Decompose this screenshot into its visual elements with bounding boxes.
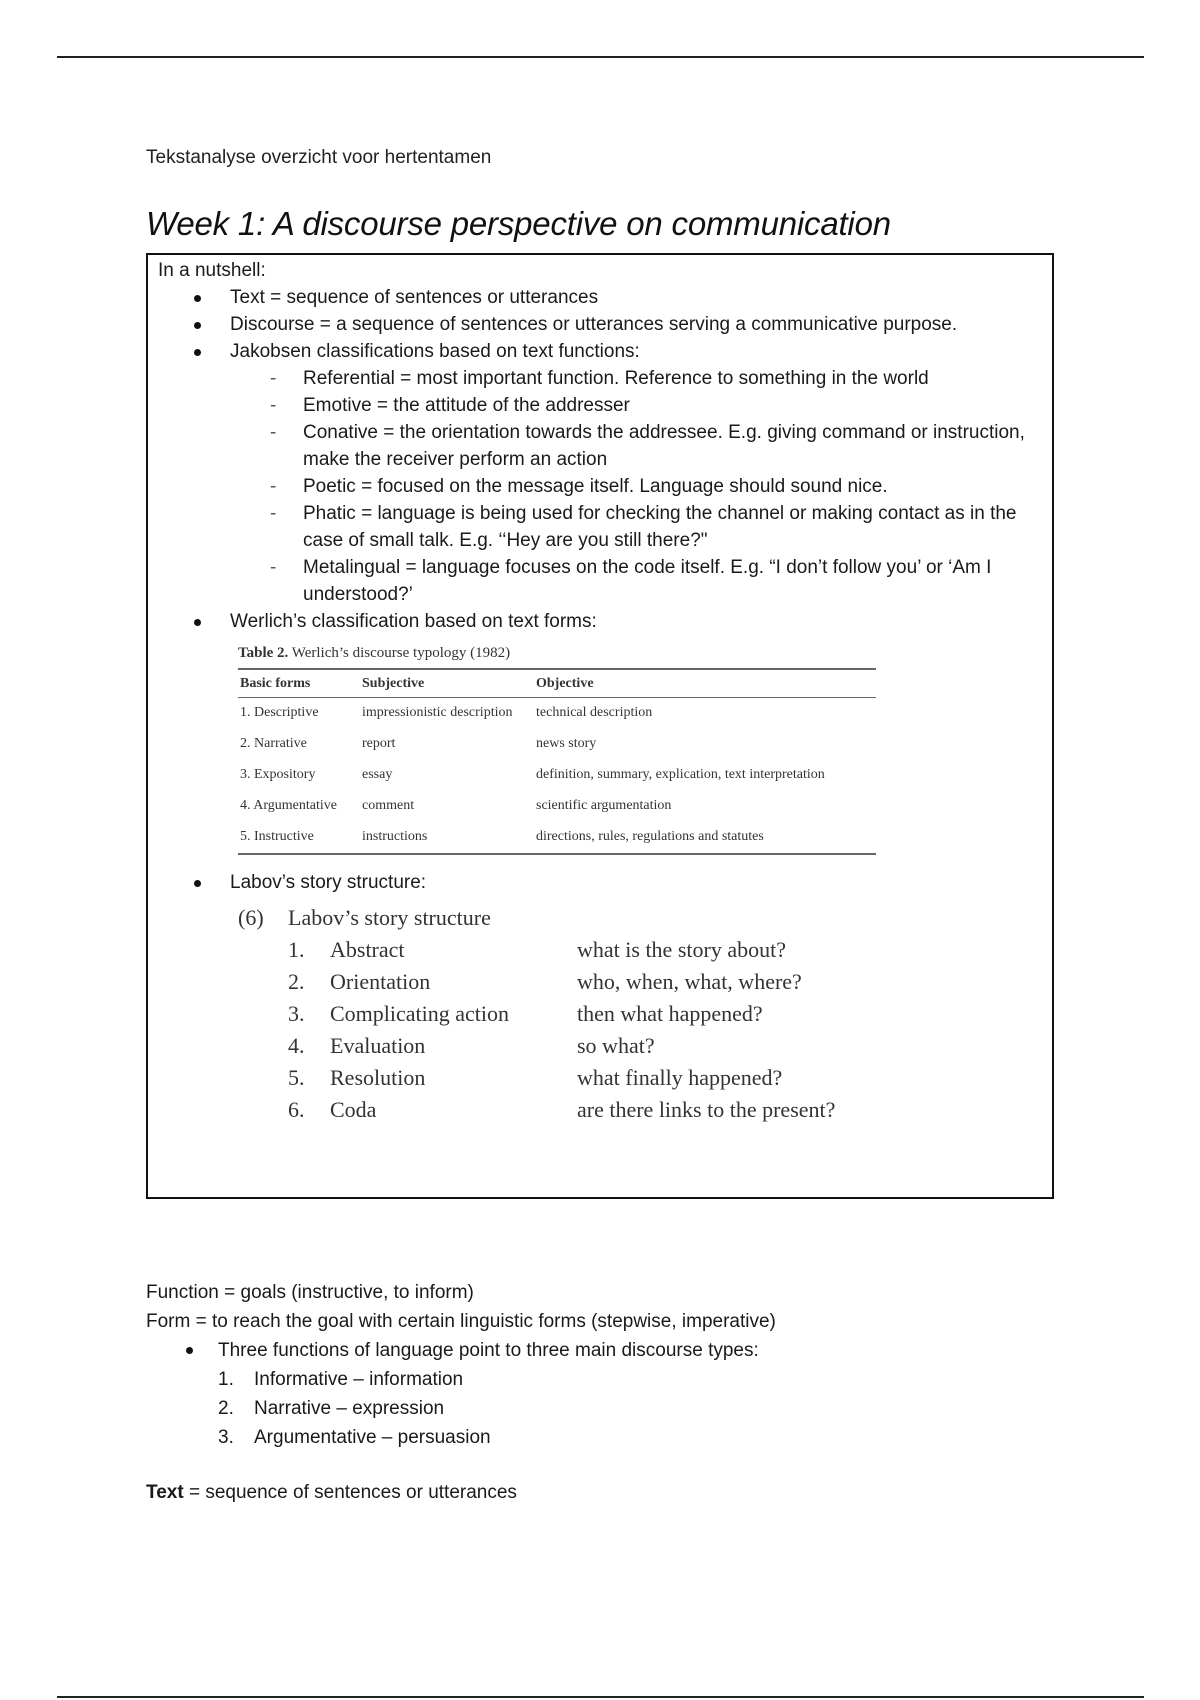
labov-row: 4. Evaluation so what? (288, 1033, 655, 1058)
labov-figure-title: (6) Labov’s story structure (238, 905, 491, 930)
labov-row: 3. Complicating action then what happened? (288, 1001, 763, 1026)
table-row: 4. Argumentative comment scientific argumentation (240, 798, 672, 813)
list-item: - Conative = the orientation towards the addressee. E.g. giving command or instruction, make the receiver perform an action (270, 422, 1025, 470)
text-definition: Text = sequence of sentences or utterances (146, 1482, 517, 1503)
list-item: Discourse = a sequence of sentences or utterances serving a communicative purpose. (158, 311, 1042, 338)
bullet-icon (194, 349, 201, 356)
function-line: Function = goals (instructive, to inform) (146, 1282, 474, 1303)
table-caption: Table 2. Werlich’s discourse typology (1982) (238, 645, 511, 661)
week-heading: Week 1: A discourse perspective on communication (146, 205, 891, 242)
werlich-table-figure (238, 645, 876, 855)
list-item: 3. Argumentative – persuasion (218, 1427, 491, 1448)
labov-row: 5. Resolution what finally happened? (288, 1065, 783, 1090)
table-row: 1. Descriptive impressionistic description technical description (240, 705, 653, 720)
list-item: - Metalingual = language focuses on the code itself. E.g. “I don’t follow you’ or ‘Am I understood?’ (270, 557, 992, 605)
document-title: Tekstanalyse overzicht voor hertentamen (146, 147, 492, 168)
list-item: Werlich’s classification based on text forms: (158, 608, 1042, 635)
bullet-icon (186, 1347, 193, 1354)
nutshell-bullets (158, 284, 1042, 365)
list-item: - Emotive = the attitude of the addresser (270, 395, 630, 416)
bullet-icon (194, 322, 201, 329)
table-row: 5. Instructive instructions directions, rules, regulations and statutes (238, 822, 876, 854)
table-row: 2. Narrative report news story (240, 736, 597, 751)
column-header: Objective (534, 669, 876, 698)
bottom-rule (57, 1696, 1144, 1698)
top-rule (57, 56, 1144, 58)
labov-row: 1. Abstract what is the story about? (288, 937, 786, 962)
labov-row: 6. Coda are there links to the present? (288, 1097, 836, 1122)
bullet-icon (194, 619, 201, 626)
labov-figure (238, 902, 1042, 1126)
column-header: Subjective (360, 669, 534, 698)
list-item: - Phatic = language is being used for checking the channel or making contact as in the case of small talk. E.g. ‘‘Hey are you still there?" (270, 503, 1017, 551)
werlich-table (238, 668, 876, 855)
list-item: Labov’s story structure: (158, 869, 1042, 896)
list-item: 2. Narrative – expression (218, 1398, 445, 1419)
list-item: 1. Informative – information (218, 1369, 464, 1390)
nutshell-box (146, 253, 1054, 1199)
bullet-icon (194, 295, 201, 302)
list-item: Three functions of language point to three main discourse types: (146, 1336, 776, 1365)
list-item: Jakobsen classifications based on text functions: (158, 338, 1042, 365)
table-row: 3. Expository essay definition, summary, explication, text interpretation (240, 767, 825, 782)
function-form-section (146, 1278, 776, 1452)
list-item: - Poetic = focused on the message itself. Language should sound nice. (270, 476, 888, 497)
nutshell-label: In a nutshell: (158, 260, 266, 281)
list-item: - Referential = most important function. Reference to something in the world (270, 368, 929, 389)
labov-row: 2. Orientation who, when, what, where? (288, 969, 802, 994)
jakobsen-list (158, 365, 1042, 608)
form-line: Form = to reach the goal with certain linguistic forms (stepwise, imperative) (146, 1311, 776, 1332)
bullet-icon (194, 880, 201, 887)
column-header: Basic forms (238, 669, 360, 698)
list-item: Text = sequence of sentences or utterances (158, 284, 1042, 311)
